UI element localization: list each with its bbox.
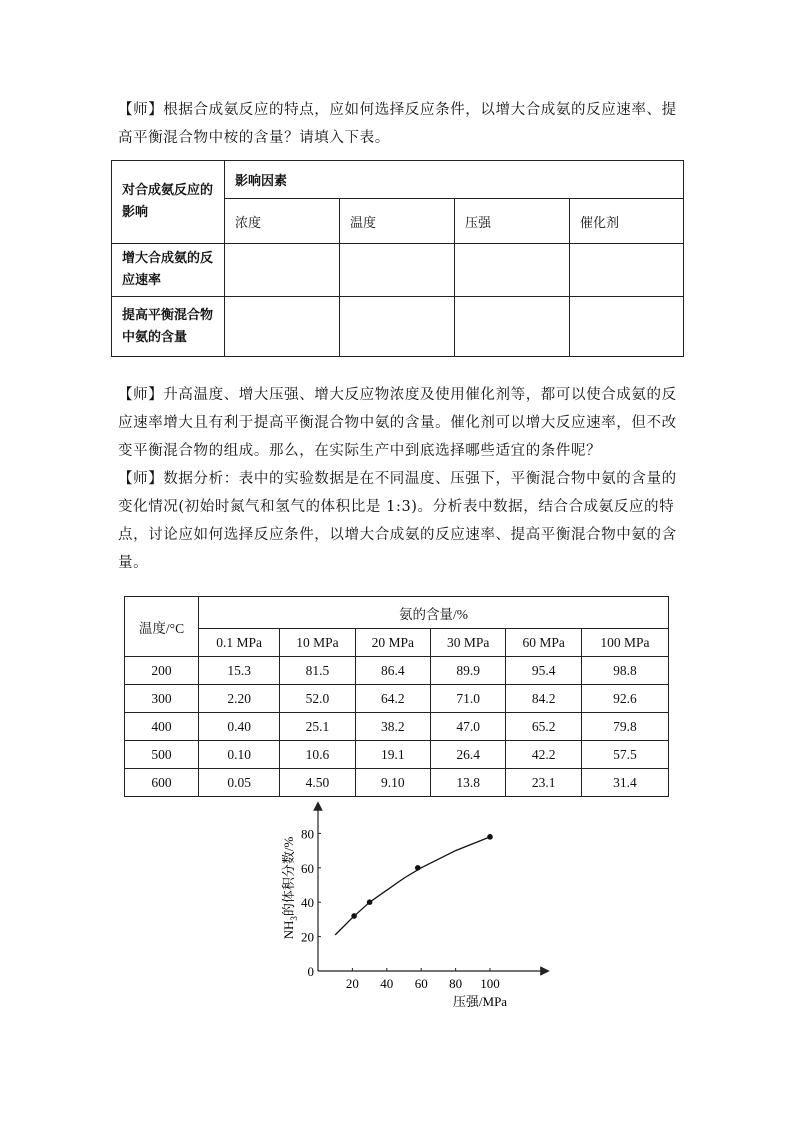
factor-table-corner: 对合成氨反应的影响: [112, 161, 225, 244]
temp-cell: 300: [125, 685, 199, 713]
data-point: [487, 834, 493, 840]
y-tick-label: 0: [307, 964, 314, 979]
value-cell: 15.3: [199, 657, 280, 685]
value-cell: 4.50: [280, 769, 355, 797]
value-cell: 86.4: [355, 657, 430, 685]
data-point: [415, 865, 421, 871]
teacher-paragraph: 【师】升高温度、增大压强、增大反应物浓度及使用催化剂等，都可以使合成氨的反应速率增大且有利于提高平衡混合物中氨的含量。催化剂可以增大反应速率，但不改变平衡混合物的组成。那么，在实际生产中到底选择哪些适宜的条件呢？: [118, 387, 677, 459]
value-cell: 92.6: [581, 685, 668, 713]
pressure-header: 10 MPa: [280, 629, 355, 657]
x-tick-label: 80: [449, 976, 463, 991]
value-cell: 26.4: [431, 741, 506, 769]
x-tick-label: 100: [480, 976, 500, 991]
temp-cell: 200: [125, 657, 199, 685]
y-tick-label: 40: [301, 895, 314, 911]
table-row: [125, 685, 669, 713]
value-cell: 57.5: [581, 741, 668, 769]
pressure-header: 20 MPa: [355, 629, 430, 657]
intro-paragraph: 【师】根据合成氨反应的特点，应如何选择反应条件，以增大合成氨的反应速率、提高平衡混合物中桉的含量？请填入下表。: [118, 102, 677, 146]
factor-header: 催化剂: [570, 199, 684, 244]
factor-table-group-header: 影响因素: [225, 161, 684, 199]
nh3-pressure-chart: [270, 800, 550, 1010]
y-tick-label: 60: [301, 860, 314, 876]
factor-table: [111, 160, 684, 357]
value-cell: 2.20: [199, 685, 280, 713]
factor-header: 温度: [340, 199, 455, 244]
table-row: [125, 741, 669, 769]
value-cell: 65.2: [506, 713, 581, 741]
value-cell: 31.4: [581, 769, 668, 797]
value-cell: 42.2: [506, 741, 581, 769]
value-cell: 98.8: [581, 657, 668, 685]
value-cell: 23.1: [506, 769, 581, 797]
pressure-header: 60 MPa: [506, 629, 581, 657]
table-row: [125, 713, 669, 741]
data-points: [351, 834, 492, 919]
empty-cell: [225, 244, 340, 297]
data-curve: [335, 837, 490, 935]
x-tick-label: 20: [345, 976, 359, 991]
value-cell: 95.4: [506, 657, 581, 685]
empty-cell: [340, 297, 455, 357]
pressure-header: 100 MPa: [581, 629, 668, 657]
ammonia-content-table: [124, 596, 669, 797]
data-analysis-paragraph: 【师】数据分析：表中的实验数据是在不同温度、压强下，平衡混合物中氨的含量的变化情况(初始时氮气和氢气的体积比是 1:3)。分析表中数据，结合合成氨反应的特点，讨论应如何选择反应条件，以增大合成氨的反应速率、提高平衡混合物中氨的含量。: [118, 471, 677, 571]
table-row: [125, 769, 669, 797]
pressure-header: 30 MPa: [431, 629, 506, 657]
temp-cell: 500: [125, 741, 199, 769]
pressure-header: 0.1 MPa: [199, 629, 280, 657]
empty-cell: [570, 297, 684, 357]
y-tick-label: 80: [301, 826, 314, 842]
factor-header: 压强: [455, 199, 570, 244]
value-cell: 0.05: [199, 769, 280, 797]
factor-header: 浓度: [225, 199, 340, 244]
value-cell: 9.10: [355, 769, 430, 797]
empty-cell: [455, 244, 570, 297]
x-tick-label: 60: [414, 976, 428, 991]
temp-header: 温度/°C: [125, 597, 199, 657]
table-row: [125, 657, 669, 685]
value-cell: 81.5: [280, 657, 355, 685]
value-cell: 13.8: [431, 769, 506, 797]
y-axis-label: $NH_3$的体积分数/%: [281, 836, 299, 940]
x-axis-label: 压强/MPa: [452, 994, 508, 1009]
empty-cell: [340, 244, 455, 297]
value-cell: 79.8: [581, 713, 668, 741]
value-cell: 38.2: [355, 713, 430, 741]
value-cell: 64.2: [355, 685, 430, 713]
value-cell: 10.6: [280, 741, 355, 769]
value-cell: 52.0: [280, 685, 355, 713]
factor-row-header: 提高平衡混合物中氨的含量: [112, 297, 225, 357]
temp-cell: 600: [125, 769, 199, 797]
y-tick-label: 20: [301, 929, 314, 945]
x-tick-label: 40: [380, 976, 394, 991]
value-cell: 0.40: [199, 713, 280, 741]
factor-row-header: 增大合成氨的反应速率: [112, 244, 225, 297]
empty-cell: [225, 297, 340, 357]
ammonia-content-header: 氨的含量/%: [199, 597, 669, 629]
empty-cell: [455, 297, 570, 357]
value-cell: 47.0: [431, 713, 506, 741]
temp-cell: 400: [125, 713, 199, 741]
empty-cell: [570, 244, 684, 297]
value-cell: 71.0: [431, 685, 506, 713]
value-cell: 0.10: [199, 741, 280, 769]
data-point: [351, 913, 357, 919]
value-cell: 84.2: [506, 685, 581, 713]
value-cell: 25.1: [280, 713, 355, 741]
value-cell: 19.1: [355, 741, 430, 769]
value-cell: 89.9: [431, 657, 506, 685]
data-point: [367, 899, 373, 905]
